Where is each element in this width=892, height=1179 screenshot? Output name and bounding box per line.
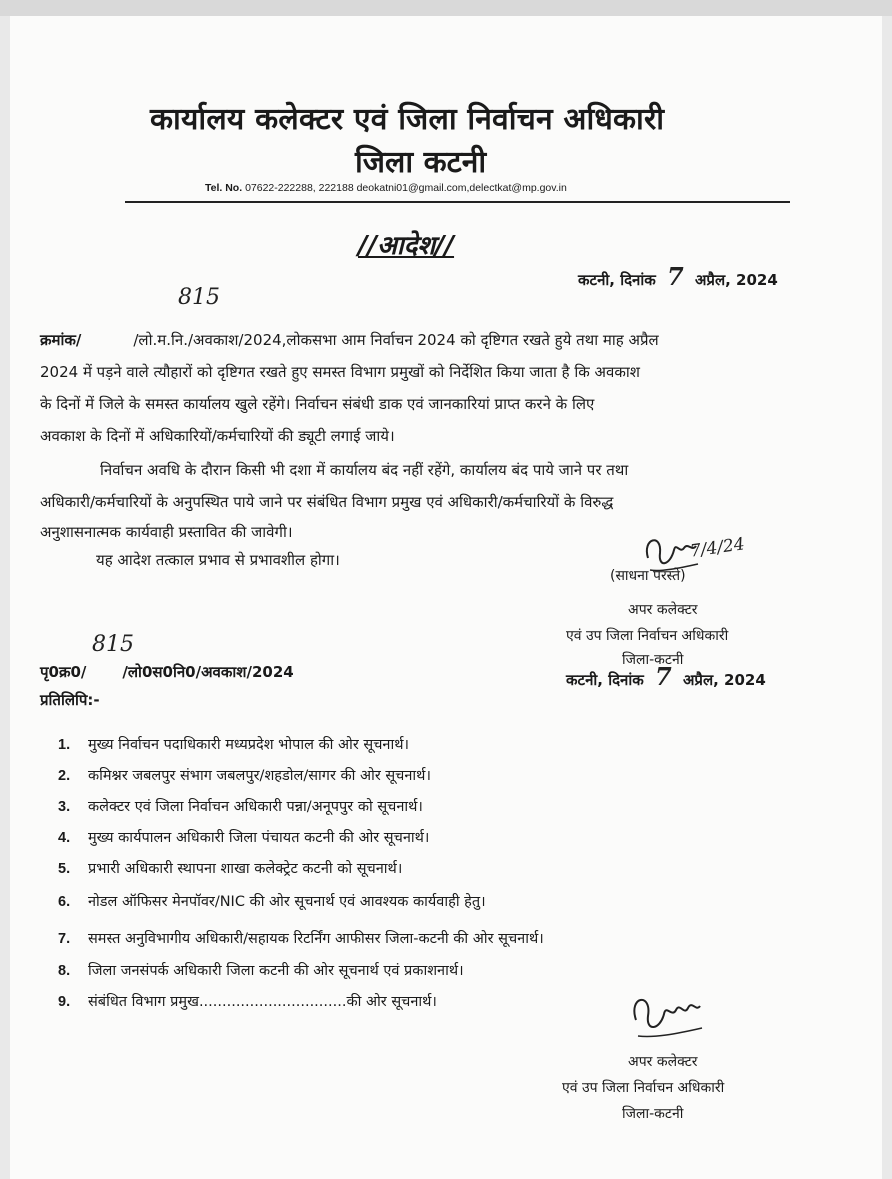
list-item-text: मुख्य निर्वाचन पदाधिकारी मध्यप्रदेश भोपाल की ओर सूचनार्थ। <box>88 737 409 753</box>
list-item-number: 2. <box>58 768 71 784</box>
handwritten-ref-number: 815 <box>178 285 220 310</box>
paragraph1-line-2: 2024 में पड़ने वाले त्यौहारों को दृष्टिगत रखते हुए समस्त विभाग प्रमुखों को निर्देशित किया जाता है कि अवकाश <box>40 363 640 381</box>
paragraph2-line-3: अनुशासनात्मक कार्यवाही प्रस्तावित की जावेगी। <box>40 523 293 541</box>
paragraph1-line-3: के दिनों में जिले के समस्त कार्यालय खुले रहेंगे। निर्वाचन संबंधी डाक एवं जानकारियां प्राप्त करने के लिए <box>40 395 595 413</box>
signature-2-designation-2: एवं उप जिला निर्वाचन अधिकारी <box>562 1080 725 1096</box>
order-heading: //आदेश// <box>358 231 455 261</box>
list-item-text: जिला जनसंपर्क अधिकारी जिला कटनी की ओर सूचनार्थ एवं प्रकाशनार्थ। <box>88 963 464 979</box>
list-item-number: 7. <box>58 931 71 947</box>
list-item-number: 4. <box>58 830 71 846</box>
date1-prefix: कटनी, दिनांक <box>578 271 656 289</box>
office-title: कार्यालय कलेक्टर एवं जिला निर्वाचन अधिकारी <box>150 102 665 137</box>
signature-2-scribble <box>626 988 706 1048</box>
signatory-name: (साधना परस्ते) <box>610 568 686 584</box>
list-item-number: 1. <box>58 737 71 753</box>
signature-1-designation-3: जिला-कटनी <box>622 652 684 668</box>
list-item <box>58 960 464 980</box>
list-item-text: प्रभारी अधिकारी स्थापना शाखा कलेक्ट्रेट कटनी को सूचनार्थ। <box>88 861 403 877</box>
list-item <box>58 796 423 816</box>
header-divider <box>125 201 790 203</box>
signature-1-date: 7/4/24 <box>688 534 746 562</box>
top-bar <box>0 0 892 16</box>
paragraph1-line-1-text: /लो.म.नि./अवकाश/2024,लोकसभा आम निर्वाचन 2024 को दृष्टिगत रखते हुये तथा माह अप्रैल <box>133 331 659 349</box>
paragraph1-line-1 <box>40 330 659 350</box>
district-title: जिला कटनी <box>355 145 487 180</box>
date1-suffix: अप्रैल, 2024 <box>694 271 778 289</box>
copy-label: प्रतिलिपि:- <box>40 691 100 709</box>
signature-1-designation-1: अपर कलेक्टर <box>628 602 698 618</box>
endorsement-ref <box>40 662 294 682</box>
date1-handwritten-day: 7 <box>667 262 684 291</box>
date2-suffix: अप्रैल, 2024 <box>682 671 766 689</box>
endorsement-ref-prefix: पृ0क्र0/ <box>40 663 87 681</box>
list-item <box>58 827 429 847</box>
list-item-number: 9. <box>58 994 71 1010</box>
list-item <box>58 858 402 878</box>
list-item <box>58 891 486 911</box>
list-item <box>58 734 409 754</box>
endorsement-handwritten-number: 815 <box>92 632 134 657</box>
paragraph2-line-2: अधिकारी/कर्मचारियों के अनुपस्थित पाये जाने पर संबंधित विभाग प्रमुख एवं अधिकारी/कर्मचारियों के विरुद्ध <box>40 493 614 511</box>
date2-prefix: कटनी, दिनांक <box>566 671 644 689</box>
date-line-2 <box>566 662 766 691</box>
ref-prefix: क्रमांक/ <box>40 331 82 349</box>
list-item-text: समस्त अनुविभागीय अधिकारी/सहायक रिटर्निंग आफीसर जिला-कटनी की ओर सूचनार्थ। <box>88 931 544 947</box>
list-item-number: 3. <box>58 799 71 815</box>
paragraph3: यह आदेश तत्काल प्रभाव से प्रभावशील होगा। <box>96 551 340 569</box>
tel-label: Tel. No. <box>205 182 243 194</box>
list-item-text: संबंधित विभाग प्रमुख................................की ओर सूचनार्थ। <box>88 994 437 1010</box>
endorsement-ref-suffix: /लो0स0नि0/अवकाश/2024 <box>122 663 294 681</box>
list-item-text: नोडल ऑफिसर मेनपॉवर/NIC की ओर सूचनार्थ एवं आवश्यक कार्यवाही हेतु। <box>88 894 486 910</box>
list-item-number: 8. <box>58 963 71 979</box>
contact-line <box>205 182 567 194</box>
list-item <box>58 991 437 1011</box>
list-item <box>58 928 544 948</box>
date-line-1 <box>578 262 778 291</box>
paragraph2-line-1: निर्वाचन अवधि के दौरान किसी भी दशा में कार्यालय बंद नहीं रहेंगे, कार्यालय बंद पाये जाने पर तथा <box>100 461 629 479</box>
tel-text: 07622-222288, 222188 deokatni01@gmail.com,delectkat@mp.gov.in <box>245 182 567 194</box>
list-item-text: मुख्य कार्यपालन अधिकारी जिला पंचायत कटनी की ओर सूचनार्थ। <box>88 830 430 846</box>
list-item-number: 6. <box>58 894 71 910</box>
list-item-text: कलेक्टर एवं जिला निर्वाचन अधिकारी पन्ना/अनूपपुर को सूचनार्थ। <box>88 799 423 815</box>
list-item <box>58 765 431 785</box>
paragraph1-line-4: अवकाश के दिनों में अधिकारियों/कर्मचारियों की ड्यूटी लगाई जाये। <box>40 427 395 445</box>
list-item-text: कमिश्नर जबलपुर संभाग जबलपुर/शहडोल/सागर की ओर सूचनार्थ। <box>88 768 431 784</box>
signature-1-designation-2: एवं उप जिला निर्वाचन अधिकारी <box>566 628 729 644</box>
list-item-number: 5. <box>58 861 71 877</box>
signature-2-designation-3: जिला-कटनी <box>622 1106 684 1122</box>
date2-handwritten-day: 7 <box>655 662 672 691</box>
signature-2-designation-1: अपर कलेक्टर <box>628 1054 698 1070</box>
